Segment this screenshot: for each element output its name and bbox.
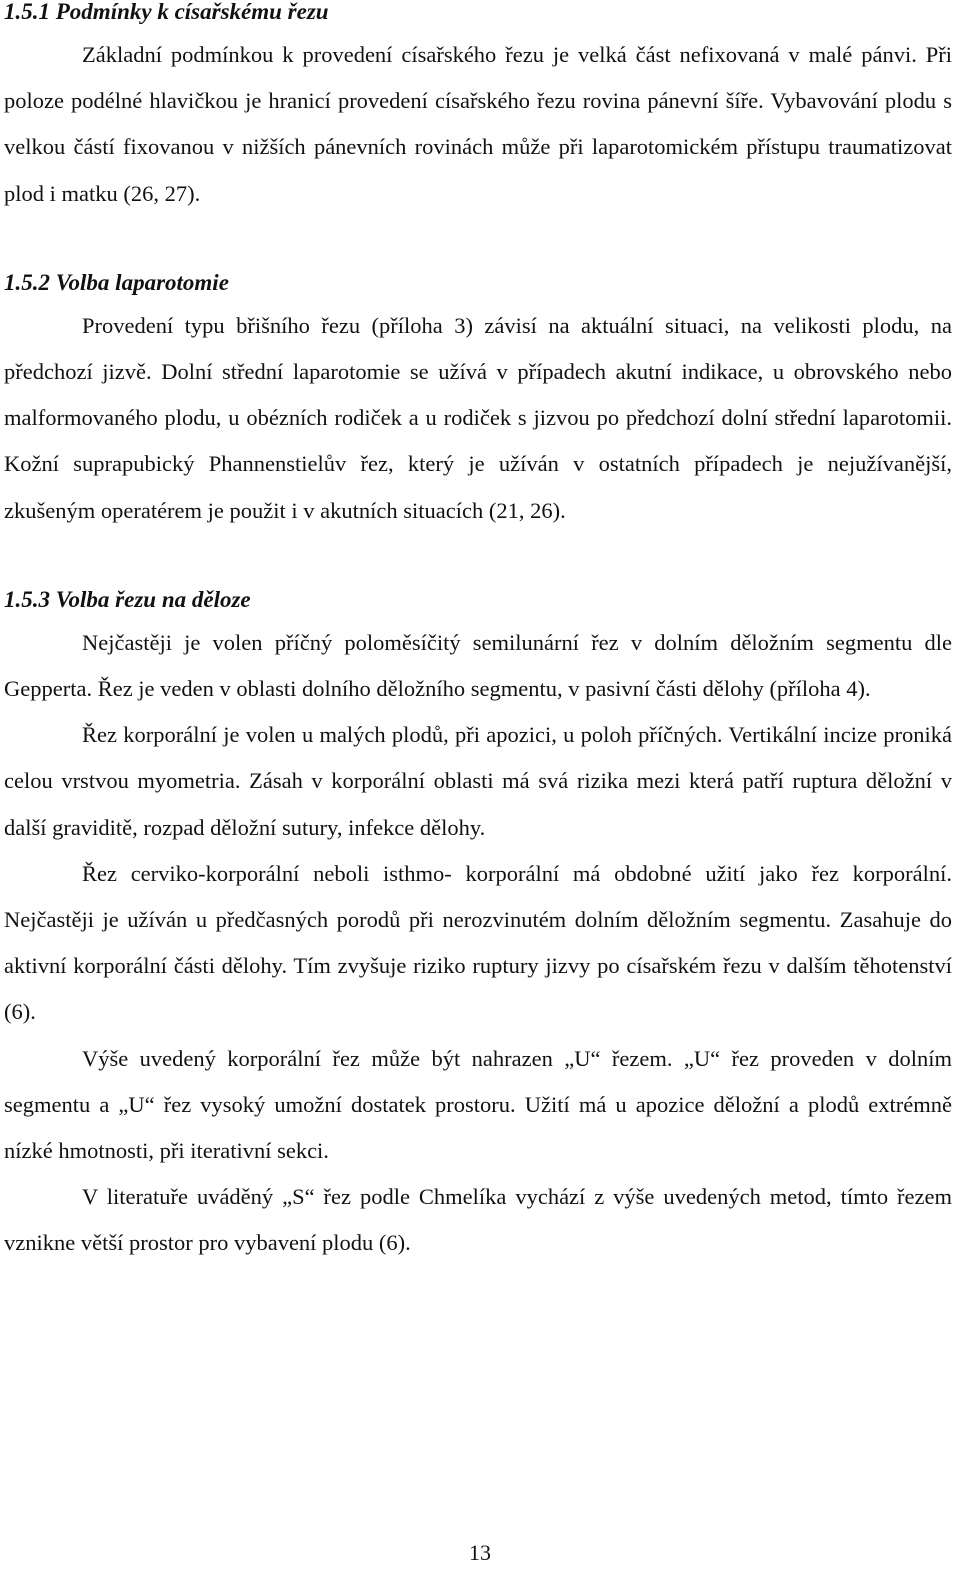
paragraph: Provedení typu břišního řezu (příloha 3) závisí na aktuální situaci, na velikosti plodu, na předchozí jizvě. Dolní střední laparotomie se užívá v případech akutní indikace, u obrovského nebo malformovaného plodu, u obézních rodiček a u rodiček s jizvou po předchozí dolní střední laparotomii. Kožní suprapubický Phannenstielův řez, který je užíván v ostatních případech je nejužívanější, zkušeným operatérem je použit i v akutních situacích (21, 26). (4, 312, 952, 523)
section-heading-podminky: 1.5.1 Podmínky k císařskému řezu (4, 0, 329, 24)
page-content (4, 0, 952, 1267)
page-number: 13 (469, 1540, 491, 1565)
paragraph: Nejčastěji je volen příčný poloměsíčitý semilunární řez v dolním děložním segmentu dle Gepperta. Řez je veden v oblasti dolního děložního segmentu, v pasivní části dělohy (příloha 4). (4, 629, 952, 702)
section-heading-volba-rezu: 1.5.3 Volba řezu na děloze (4, 586, 251, 612)
paragraph: V literatuře uváděný „S“ řez podle Chmelíka vychází z výše uvedených metod, tímto řezem vznikne větší prostor pro vybavení plodu (6). (4, 1184, 952, 1256)
paragraph: Výše uvedený korporální řez může být nahrazen „U“ řezem. „U“ řez proveden v dolním segmentu a „U“ řez vysoký umožní dostatek prostoru. Užití má u apozice děložní a plodů extrémně nízké hmotnosti, při iterativní sekci. (4, 1045, 952, 1164)
section-heading-volba-laparotomie: 1.5.2 Volba laparotomie (4, 269, 229, 295)
paragraph: Řez korporální je volen u malých plodů, při apozici, u poloh příčných. Vertikální incize proniká celou vrstvou myometria. Zásah v korporální oblasti má svá rizika mezi která patří ruptura děložní v další graviditě, rozpad děložní sutury, infekce dělohy. (4, 722, 952, 840)
paragraph: Základní podmínkou k provedení císařského řezu je velká část nefixovaná v malé pánvi. Při poloze podélné hlavičkou je hranicí provedení císařského řezu rovina pánevní šíře. Vybavování plodu s velkou částí fixovanou v nižších pánevních rovinách může při laparotomickém přístupu traumatizovat plod i matku (26, 27). (4, 42, 952, 206)
section-spacer (4, 534, 952, 580)
section-spacer (4, 217, 952, 263)
paragraph: Řez cerviko-korporální neboli isthmo- korporální má obdobné užití jako řez korporální. Nejčastěji je užíván u předčasných porodů při nerozvinutém dolním děložním segmentu. Zasahuje do aktivní korporální části dělohy. Tím zvyšuje riziko ruptury jizvy po císařském řezu v dalším těhotenství (6). (4, 860, 952, 1025)
